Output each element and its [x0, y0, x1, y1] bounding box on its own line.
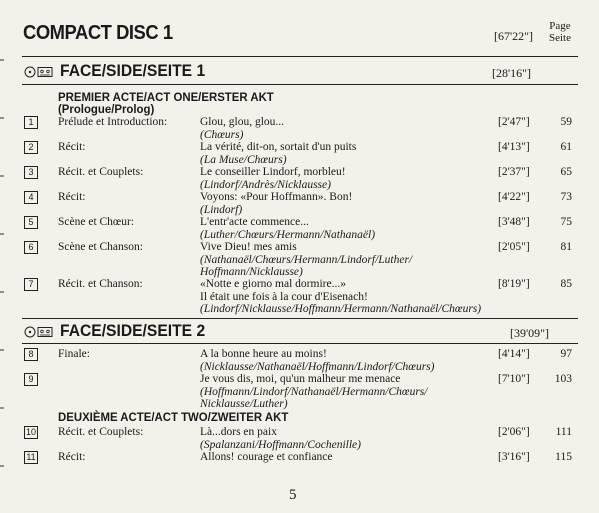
compact-disc-icon — [25, 67, 35, 77]
track-number: 9 — [24, 373, 38, 386]
track-form: Scène et Chanson: — [58, 241, 143, 253]
track-duration: [4'13"] — [498, 141, 530, 153]
track-duration: [2'37"] — [498, 166, 530, 178]
act-title: PREMIER ACTE/ACT ONE/ERSTER AKT — [58, 90, 274, 104]
track-cast: Nicklausse/Luther) — [200, 398, 288, 410]
track-text — [200, 278, 490, 316]
track-number: 5 — [24, 216, 38, 229]
track-number: 7 — [24, 278, 38, 291]
page-label-fr: Page — [549, 20, 571, 32]
divider — [22, 56, 578, 57]
track-number: 4 — [24, 191, 38, 204]
track-form: Récit: — [58, 451, 86, 463]
track-title: La vérité, dit-on, sortait d'un puits — [200, 141, 357, 153]
track-form: Récit. et Chanson: — [58, 278, 143, 290]
track-title: Le conseiller Lindorf, morbleu! — [200, 166, 346, 178]
divider — [22, 318, 578, 319]
disc-title: COMPACT DISC 1 — [23, 22, 173, 44]
track-title: Allons! courage et confiance — [200, 451, 333, 463]
side-icons — [24, 66, 56, 78]
binding-ticks — [0, 0, 6, 513]
act-subtitle: (Prologue/Prolog) — [58, 102, 155, 116]
track-cast: (Luther/Chœurs/Hermann/Nathanaël) — [200, 228, 376, 241]
track-text — [200, 116, 490, 141]
track-form: Prélude et Introduction: — [58, 116, 168, 128]
track-cast: (Nicklausse/Nathanaël/Hoffmann/Lindorf/Chœurs) — [200, 360, 435, 373]
side-title: FACE/SIDE/SEITE 2 — [60, 321, 206, 340]
track-page: 103 — [554, 373, 572, 385]
track-form: Récit: — [58, 141, 86, 153]
page-label-de: Seite — [549, 32, 571, 44]
page-number: 5 — [289, 487, 297, 503]
track-cast: (La Muse/Chœurs) — [200, 153, 287, 166]
track-text — [200, 348, 490, 373]
track-duration: [3'48"] — [498, 216, 530, 228]
track-title: Voyons: «Pour Hoffmann». Bon! — [200, 191, 353, 203]
track-duration: [4'22"] — [498, 191, 530, 203]
track-text — [200, 141, 490, 166]
divider — [22, 84, 578, 85]
track-title: A la bonne heure au moins! — [200, 348, 327, 360]
track-text — [200, 166, 490, 191]
track-cast: (Lindorf/Nicklausse/Hoffmann/Hermann/Nathanaël/Chœurs) — [200, 303, 482, 315]
track-number: 2 — [24, 141, 38, 154]
track-number: 1 — [24, 116, 38, 129]
track-page: 81 — [560, 241, 572, 253]
track-text — [200, 191, 490, 216]
track-title: Là...dors en paix — [200, 426, 277, 438]
side-duration: [28'16"] — [492, 66, 532, 80]
track-page: 111 — [555, 426, 572, 438]
track-text — [200, 373, 490, 411]
track-duration: [8'19"] — [498, 278, 530, 290]
side-title: FACE/SIDE/SEITE 1 — [60, 61, 206, 80]
track-page: 65 — [560, 166, 572, 178]
track-cast: (Lindorf/Andrès/Nicklausse) — [200, 178, 331, 191]
track-duration: [2'06"] — [498, 426, 530, 438]
side-icons — [24, 326, 56, 338]
track-form: Scène et Chœur: — [58, 216, 135, 228]
track-duration: [2'47"] — [498, 116, 530, 128]
track-number: 6 — [24, 241, 38, 254]
track-page: 115 — [555, 451, 572, 463]
side-header-2 — [22, 321, 578, 341]
track-page: 61 — [560, 141, 572, 153]
compact-disc-icon — [25, 327, 35, 337]
cassette-icon — [38, 328, 52, 337]
track-title: Il était une fois à la cour d'Eisenach! — [200, 290, 368, 303]
track-number: 8 — [24, 348, 38, 361]
track-duration: [4'14"] — [498, 348, 530, 360]
page-column-label — [549, 20, 571, 44]
track-number: 3 — [24, 166, 38, 179]
act-heading — [58, 91, 274, 115]
track-form: Récit. et Couplets: — [58, 426, 144, 438]
track-form: Récit: — [58, 191, 86, 203]
track-duration: [2'05"] — [498, 241, 530, 253]
track-cast: (Lindorf) — [200, 203, 243, 216]
track-duration: [3'16"] — [498, 451, 530, 463]
divider — [22, 343, 578, 344]
track-text — [200, 426, 490, 451]
track-text — [200, 216, 490, 241]
track-title: Vive Dieu! mes amis — [200, 241, 297, 253]
track-page: 59 — [560, 116, 572, 128]
track-title: L'entr'acte commence... — [200, 216, 309, 228]
track-title: «Notte e giorno mal dormire...» — [200, 278, 346, 290]
side-header-1 — [22, 61, 578, 81]
side-duration: [39'09"] — [510, 326, 550, 340]
track-number: 11 — [24, 451, 38, 464]
track-duration: [7'10"] — [498, 373, 530, 385]
track-cast: (Nathanaël/Chœurs/Hermann/Lindorf/Luther/ — [200, 253, 413, 266]
track-title: Glou, glou, glou... — [200, 116, 285, 128]
act-heading — [58, 411, 288, 423]
track-cast: (Chœurs) — [200, 128, 244, 141]
act-title: DEUXIÈME ACTE/ACT TWO/ZWEITER AKT — [58, 410, 289, 424]
track-cast: (Hoffmann/Lindorf/Nathanaël/Hermann/Chœurs/ — [200, 385, 428, 398]
track-form: Finale: — [58, 348, 90, 360]
track-page: 73 — [560, 191, 572, 203]
cassette-icon — [38, 68, 52, 77]
track-page: 75 — [560, 216, 572, 228]
track-text — [200, 451, 490, 464]
track-number: 10 — [25, 427, 36, 437]
disc-duration: [67'22"] — [494, 29, 534, 43]
track-form: Récit. et Couplets: — [58, 166, 144, 178]
track-title: Je vous dis, moi, qu'un malheur me menace — [200, 373, 401, 385]
track-text — [200, 241, 490, 279]
track-cast: (Spalanzani/Hoffmann/Cochenille) — [200, 438, 361, 451]
track-page: 97 — [560, 348, 572, 360]
track-page: 85 — [560, 278, 572, 290]
track-cast: Hoffmann/Nicklausse) — [200, 266, 303, 278]
